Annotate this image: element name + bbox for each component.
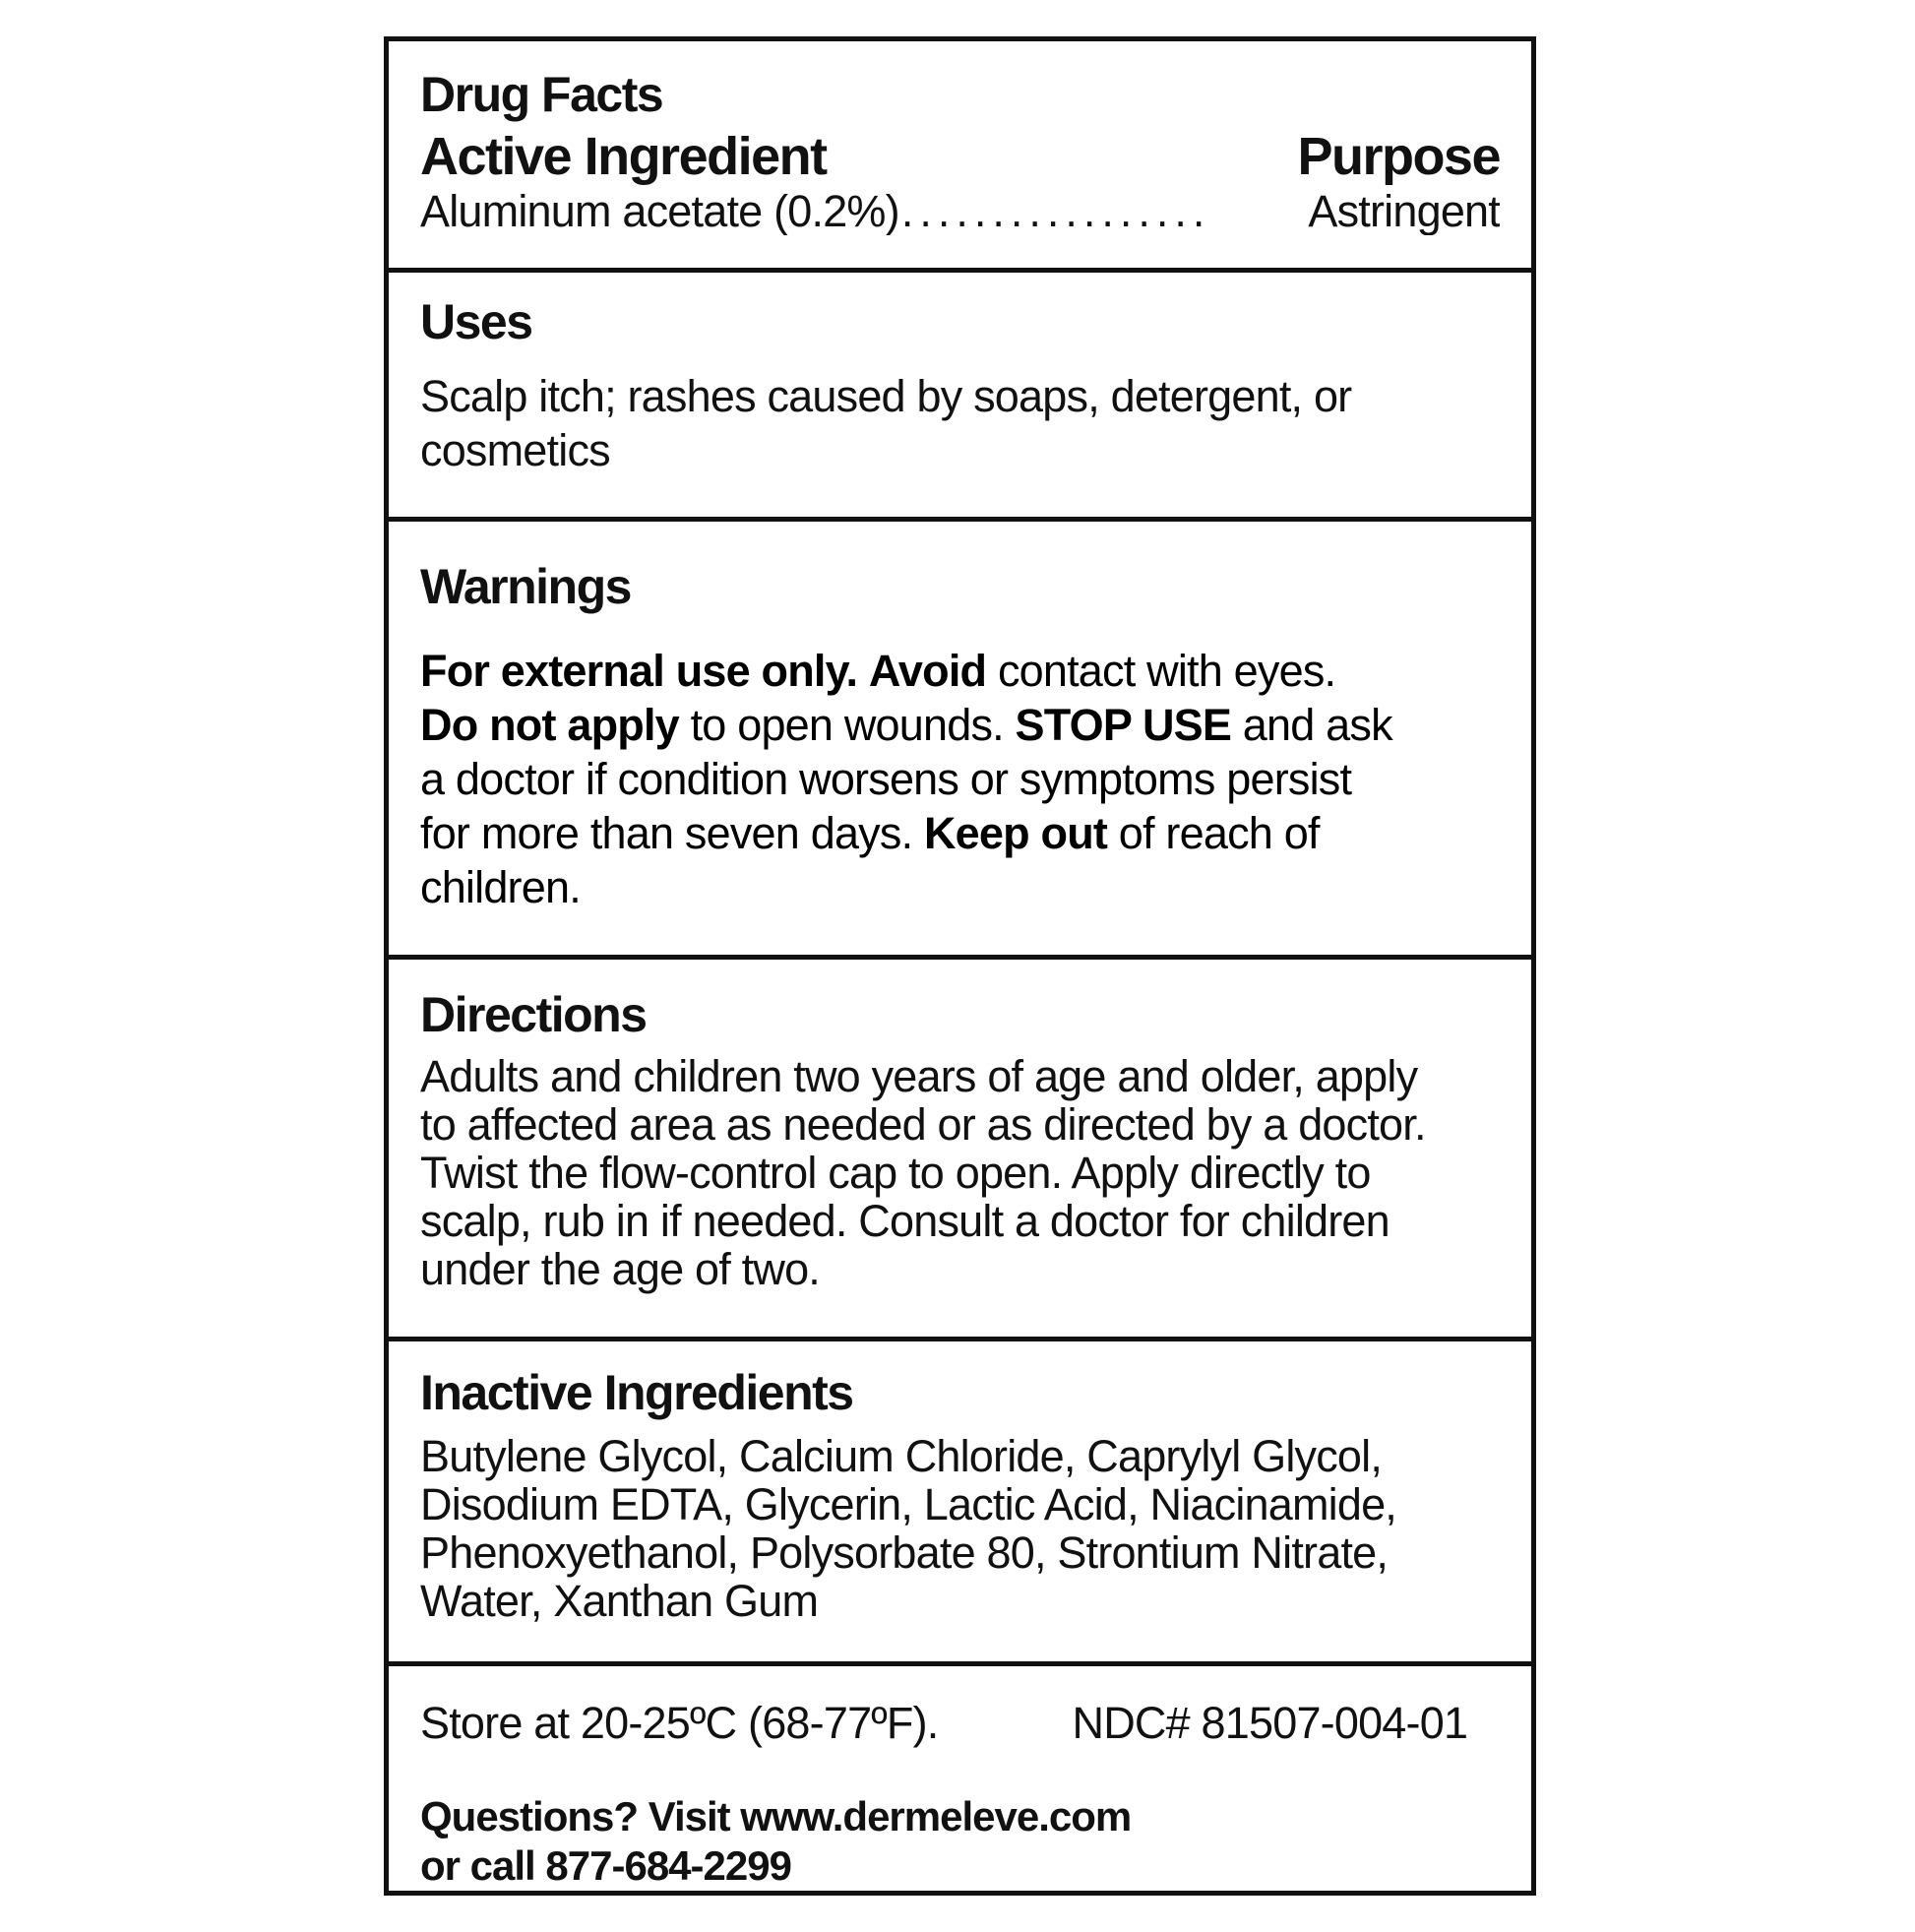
ingredient-purpose: Astringent (1308, 186, 1500, 235)
warning-emphasis: STOP USE (1015, 699, 1232, 750)
warning-text-run: and ask a doctor if condition worsens or symptoms persist for more than seven days. (420, 699, 1392, 858)
directions-heading: Directions (420, 987, 647, 1042)
warnings-text (420, 644, 1404, 914)
questions-phone: or call 877-684-2299 (420, 1842, 791, 1889)
uses-text: Scalp itch; rashes caused by soaps, detergent, or cosmetics (420, 370, 1352, 475)
warning-text-run: of reach of children. (420, 807, 1320, 912)
warning-text-run: to open wounds. (678, 699, 1016, 750)
uses-heading: Uses (420, 294, 532, 349)
drug-facts-title: Drug Facts (420, 67, 663, 122)
active-ingredient-header-row (420, 126, 1500, 187)
uses-section (389, 268, 1531, 517)
warnings-heading: Warnings (420, 559, 631, 614)
warning-emphasis: Avoid (868, 645, 987, 696)
leader-dots: ................. (900, 186, 1211, 235)
warning-text-run: contact with eyes. (986, 645, 1336, 696)
storage-text: Store at 20-25ºC (68-77ºF). (420, 1698, 939, 1748)
purpose-heading: Purpose (1297, 126, 1500, 186)
directions-section (389, 955, 1531, 1337)
drug-facts-section (389, 41, 1531, 268)
drug-facts-panel (384, 36, 1536, 1896)
ingredient-name: Aluminum acetate (0.2%) (420, 186, 899, 235)
warning-emphasis: Do not apply (420, 699, 679, 750)
active-ingredient-heading: Active Ingredient (420, 126, 827, 186)
warning-emphasis: For external use only. (420, 645, 858, 696)
ndc-number: NDC# 81507-004-01 (1072, 1698, 1468, 1748)
ingredient-row (420, 187, 1500, 235)
warning-text-run (857, 646, 869, 696)
inactive-ingredients-section (389, 1337, 1531, 1661)
questions-block (420, 1792, 1500, 1891)
inactive-ingredients-heading: Inactive Ingredients (420, 1365, 853, 1420)
storage-row (420, 1698, 1500, 1749)
warnings-section (389, 517, 1531, 955)
questions-website: Questions? Visit www.dermeleve.com (420, 1793, 1132, 1839)
inactive-ingredients-text: Butylene Glycol, Calcium Chloride, Caprylyl Glycol, Disodium EDTA, Glycerin, Lactic Acid, Niacinamide, Phenoxyethanol, Polysorbate 80, Strontium Nitrate, Water, Xanthan Gum (420, 1430, 1397, 1626)
storage-contact-section (389, 1661, 1531, 1891)
directions-text: Adults and children two years of age and older, apply to affected area as needed or as directed by a doctor. Twist the flow-control cap to open. Apply directly to scalp, rub in if needed. Consult a doctor for children under the age of two. (420, 1050, 1426, 1294)
warning-emphasis: Keep out (923, 807, 1108, 858)
